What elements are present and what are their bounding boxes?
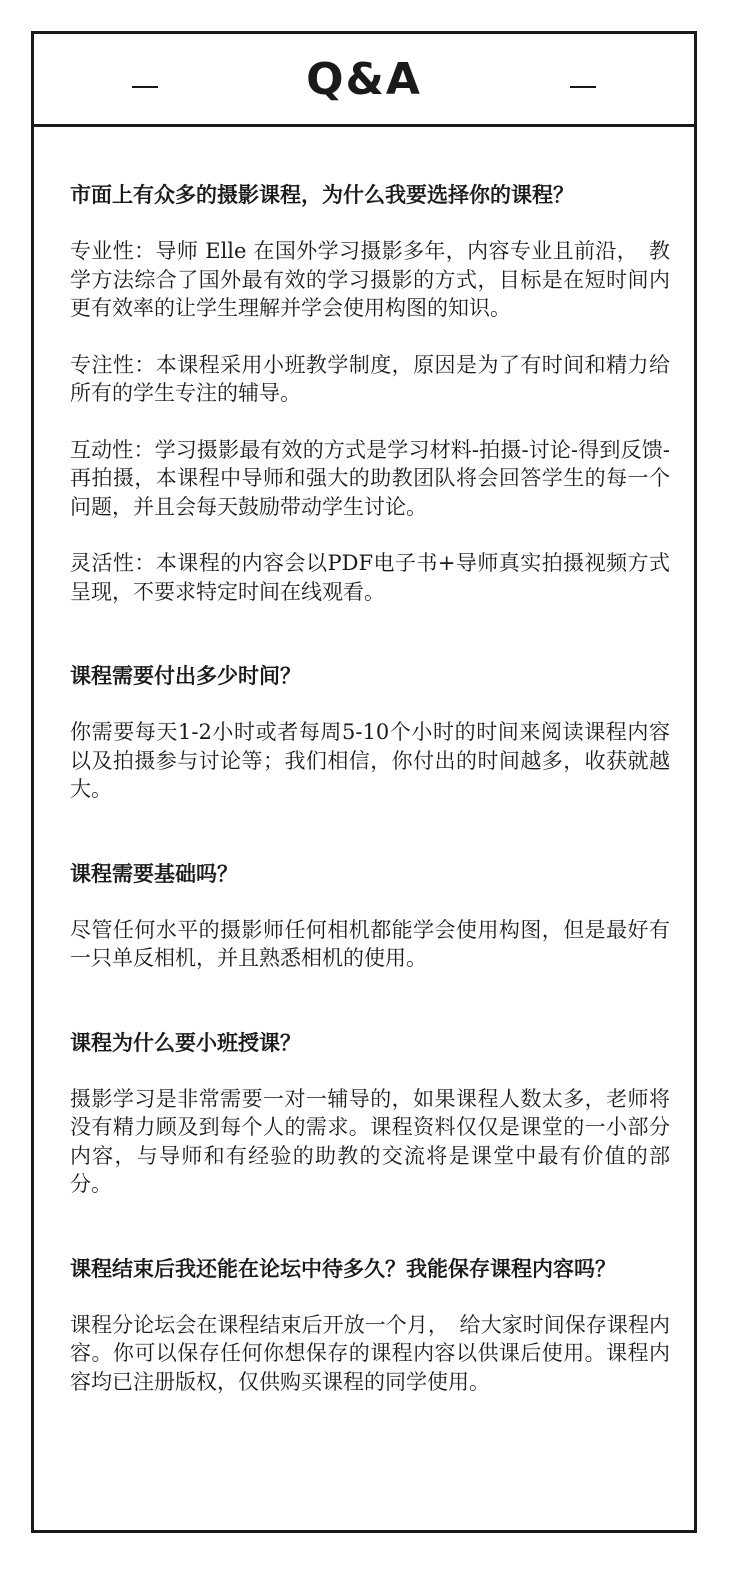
answer-5: 课程分论坛会在课程结束后开放一个月， 给大家时间保存课程内容。你可以保存任何你想保存的课程内容以供课后使用。课程内容均已注册版权，仅供购买课程的同学使用。: [70, 1312, 670, 1394]
answer-1-focus: 专注性：本课程采用小班教学制度，原因是为了有时间和精力给所有的学生专注的辅导。: [70, 352, 670, 405]
left-dash-decoration: [132, 86, 158, 88]
answer-1-professional: 专业性：导师 Elle 在国外学习摄影多年，内容专业且前沿， 教学方法综合了国外最有效的学习摄影的方式，目标是在短时间内更有效率的让学生理解并学会使用构图的知识。: [70, 239, 670, 320]
question-1: 市面上有众多的摄影课程，为什么我要选择你的课程？: [70, 182, 574, 207]
answer-1-flexibility: 灵活性：本课程的内容会以PDF电子书+导师真实拍摄视频方式呈现，不要求特定时间在线观看。: [70, 551, 670, 604]
question-2: 课程需要付出多少时间？: [70, 663, 301, 688]
right-dash-decoration: [570, 86, 596, 88]
qa-card: [31, 31, 697, 1533]
question-5: 课程结束后我还能在论坛中待多久？我能保存课程内容吗？: [70, 1255, 616, 1281]
question-3: 课程需要基础吗？: [70, 860, 238, 886]
page-title: Q&A: [306, 54, 422, 105]
question-4: 课程为什么要小班授课？: [70, 1029, 301, 1055]
answer-4: 摄影学习是非常需要一对一辅导的，如果课程人数太多，老师将没有精力顾及到每个人的需求。课程资料仅仅是课堂的一小部分内容，与导师和有经验的助教的交流将是课堂中最有价值的部分。: [70, 1086, 670, 1196]
qa-content: [70, 181, 670, 1396]
answer-3: 尽管任何水平的摄影师任何相机都能学会使用构图，但是最好有一只单反相机，并且熟悉相机的使用。: [70, 917, 670, 970]
answer-1-interaction: 互动性：学习摄影最有效的方式是学习材料-拍摄-讨论-得到反馈-再拍摄，本课程中导师和强大的助教团队将会回答学生的每一个问题，并且会每天鼓励带动学生讨论。: [70, 437, 670, 519]
qa-header: [34, 34, 694, 127]
answer-2: 你需要每天1-2小时或者每周5-10个小时的时间来阅读课程内容以及拍摄参与讨论等；我们相信，你付出的时间越多，收获就越大。: [70, 720, 670, 801]
